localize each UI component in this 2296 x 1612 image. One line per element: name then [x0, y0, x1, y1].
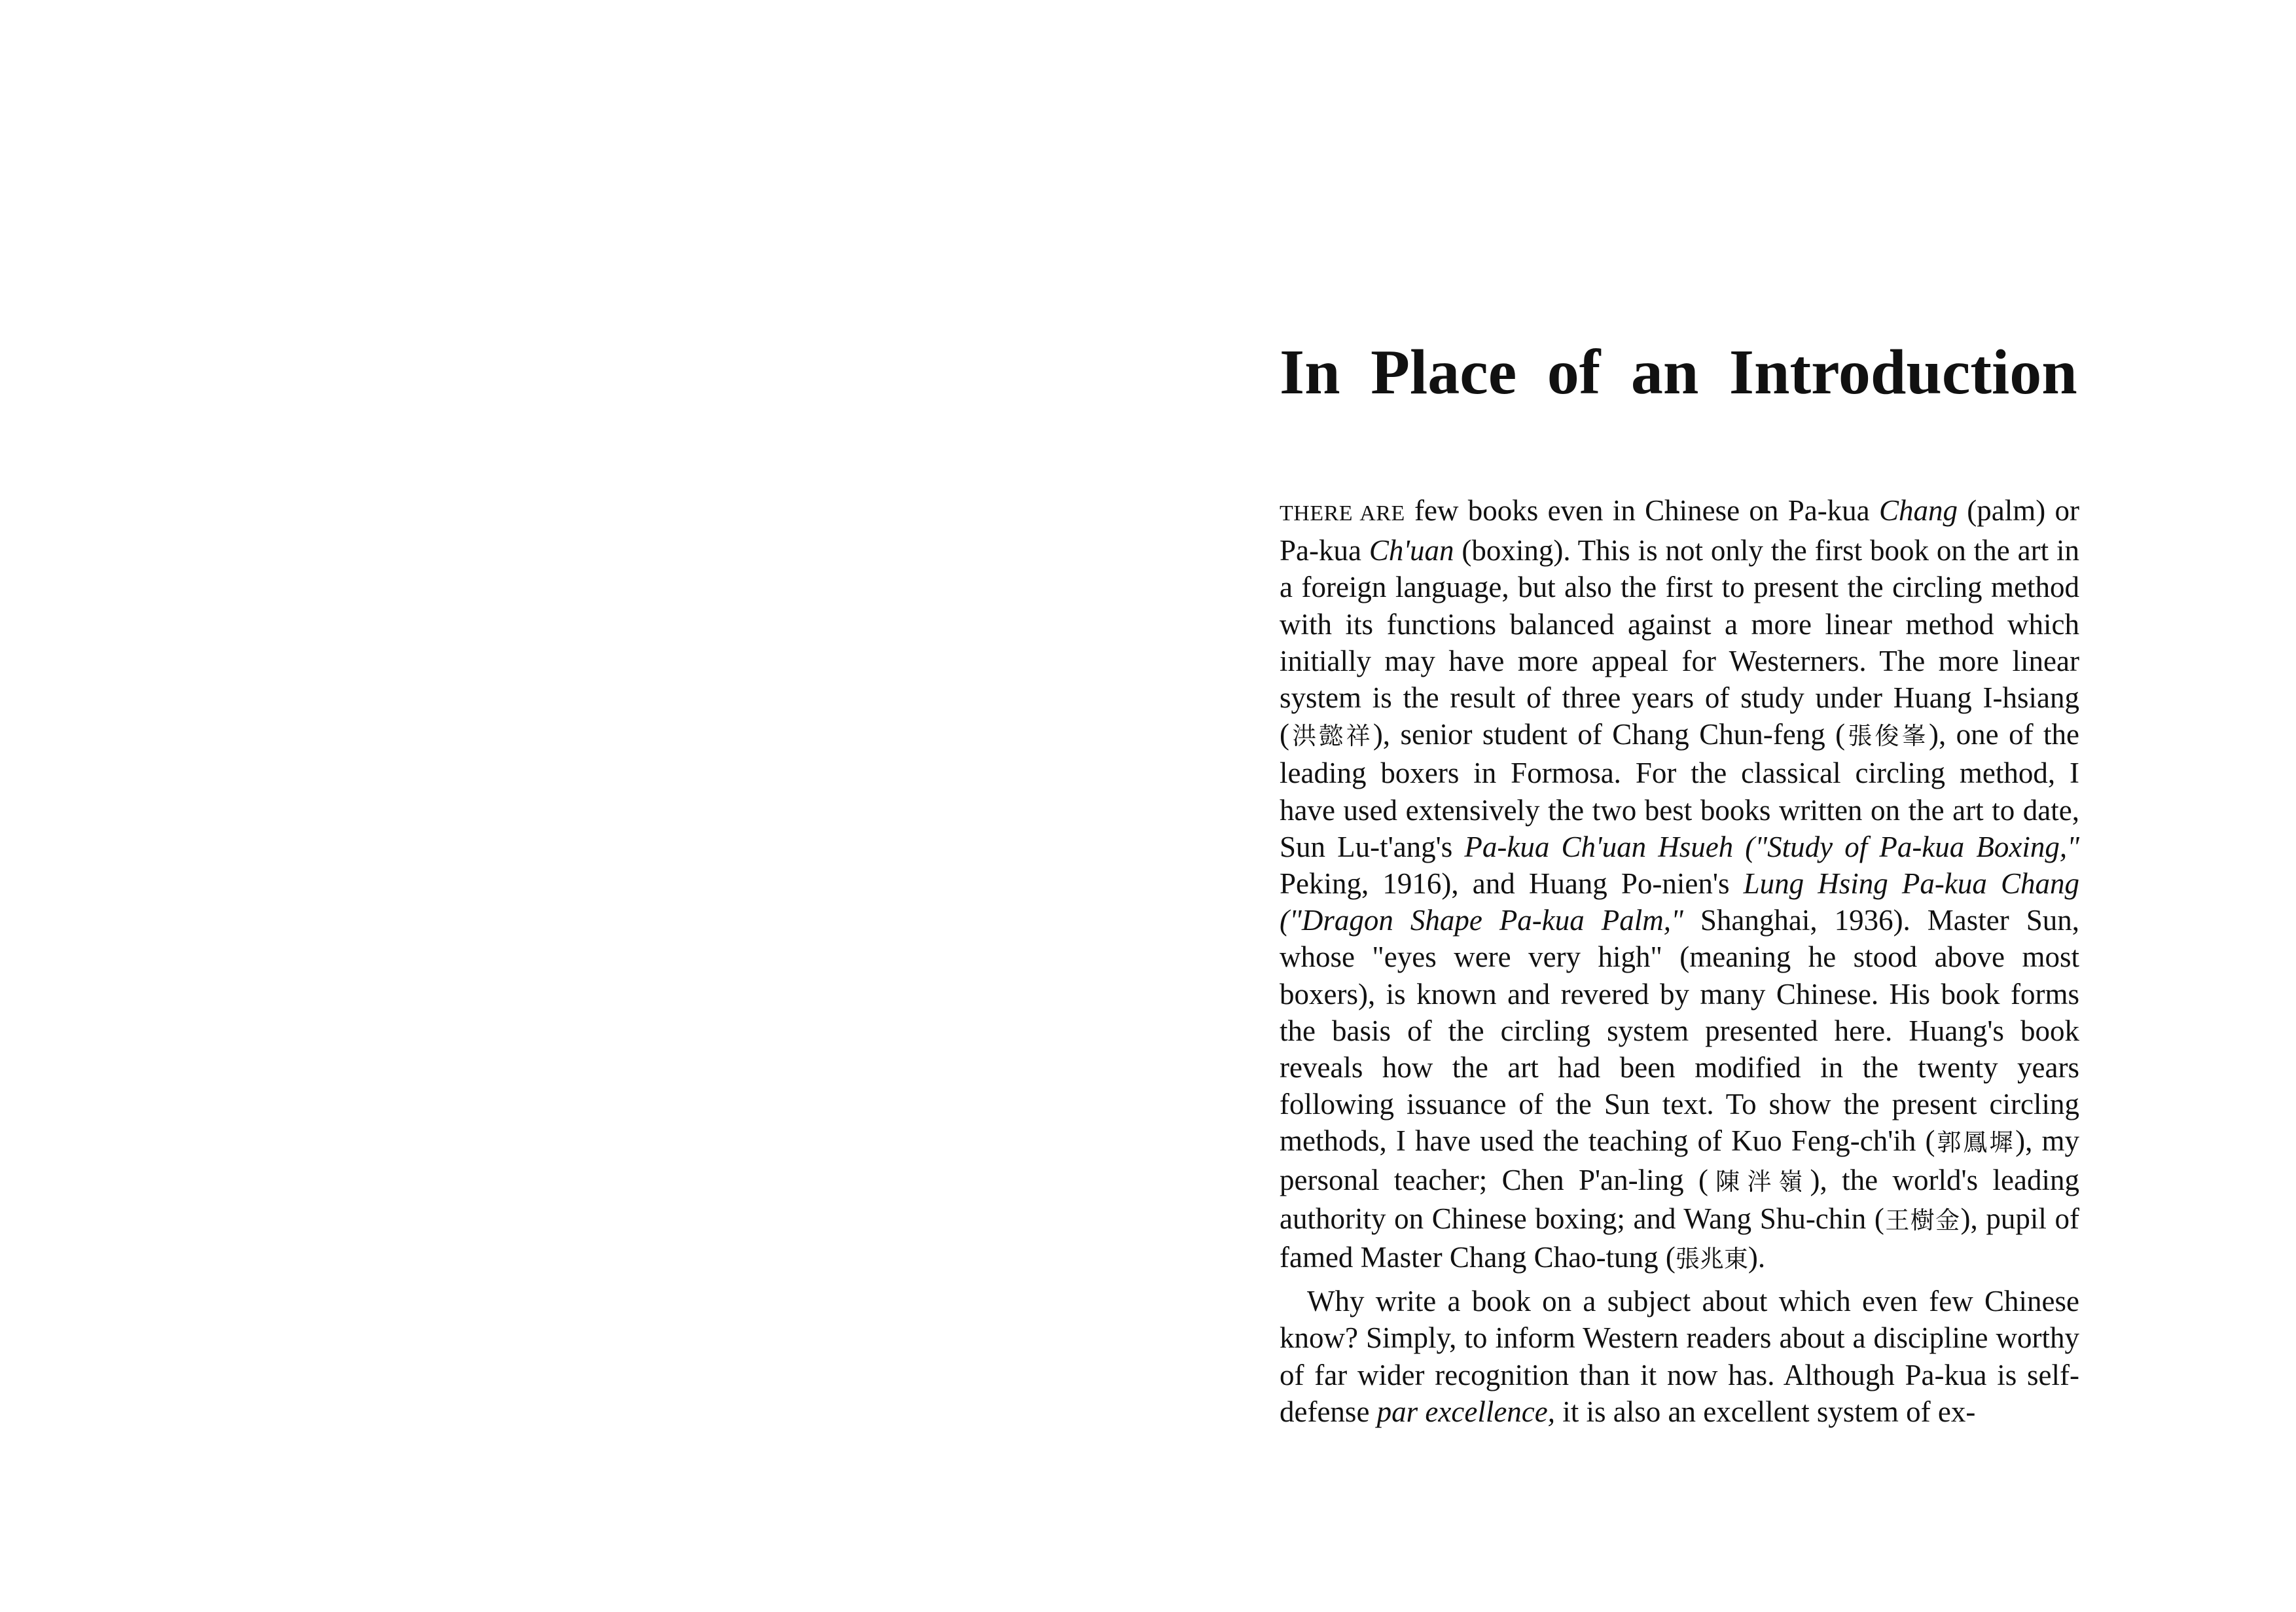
paragraph-2 [1280, 1283, 2079, 1430]
chinese-name-wang-shu-chin: 王樹金 [1884, 1206, 1961, 1234]
text-run: few books even in Chinese on Pa-kua [1405, 494, 1879, 527]
paragraph-1 [1280, 492, 2079, 1278]
text-run: Shanghai, 1936). Master Sun, whose "eyes were very high" (meaning he stood above most boxers), is known and revered by many Chinese. His book forms the basis of the circling system presented here. Huang's book reveals how the art had been modified in the twenty years following issuance of the Sun text. To show the present circling methods, I have used the teaching of Kuo Feng-ch'ih ( [1280, 904, 2079, 1158]
chinese-name-huang-i-hsiang: 洪懿祥 [1289, 722, 1373, 751]
italic-term-chang: Chang [1878, 494, 1958, 527]
small-caps-lead: THERE ARE [1280, 501, 1405, 526]
chinese-name-chang-chun-feng: 張俊峯 [1845, 722, 1929, 751]
text-run: (palm) or Pa-kua [1280, 494, 2079, 567]
text-run: ). [1748, 1241, 1766, 1274]
italic-book-title-sun: Pa-kua Ch'uan Hsueh ("Study of Pa-kua Boxing," [1464, 830, 2079, 863]
italic-term-par-excellence: par excellence, [1376, 1395, 1556, 1428]
chinese-name-chen-pan-ling: 陳泮嶺 [1708, 1167, 1810, 1196]
text-run: Why write a book on a subject about which even few Chinese know? Simply, to inform Western readers about a discipline worthy of far wider recognition than it now has. Although Pa-kua is self-defense [1280, 1285, 2079, 1428]
text-run: Peking, 1916), and Huang Po-nien's [1280, 867, 1744, 901]
chinese-name-chang-chao-tung: 張兆東 [1675, 1245, 1748, 1274]
italic-term-chuan: Ch'uan [1369, 534, 1454, 567]
chapter-title: In Place of an Introduction [1280, 337, 2077, 408]
text-run: ), my personal teacher; Chen P'an-ling ( [1280, 1124, 2080, 1196]
chinese-name-kuo-feng-chih: 郭鳳墀 [1935, 1128, 2016, 1157]
text-run: (boxing). This is not only the first book on the art in a foreign language, but also the first to present the circling method with its functions balanced against a more linear method which initially may have more appeal for Westerners. The more linear system is the result of three years of study under Huang I-hsiang ( [1280, 534, 2079, 751]
chapter-body [1280, 492, 2079, 1430]
text-run: ), senior student of Chang Chun-feng ( [1372, 718, 1846, 751]
text-run: ), the world's leading authority on Chinese boxing; and Wang Shu-chin ( [1280, 1163, 2079, 1235]
text-run: ), pupil of famed Master Chang Chao-tung ( [1280, 1202, 2079, 1274]
text-run: ), one of the leading boxers in Formosa. For the classical circling method, I have used extensively the two best books written on the art to date, Sun Lu-t'ang's [1280, 718, 2079, 863]
italic-book-title-huang: Lung Hsing Pa-kua Chang ("Dragon Shape Pa-kua Palm," [1280, 867, 2079, 937]
text-run: it is also an excellent system of ex- [1555, 1395, 1976, 1428]
